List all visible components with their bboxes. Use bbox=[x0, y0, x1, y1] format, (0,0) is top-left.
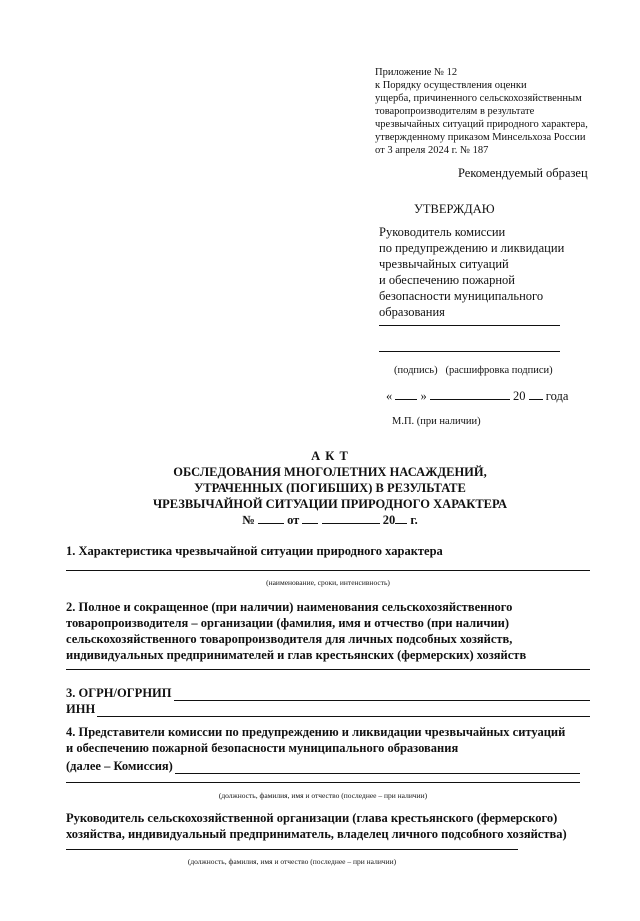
committee-field[interactable] bbox=[175, 761, 580, 774]
section2-field[interactable] bbox=[66, 669, 590, 670]
section2-line: товаропроизводителя – организации (фамилия, имя и отчество (при наличии) bbox=[66, 616, 510, 630]
section4-caption: (должность, фамилия, имя и отчество (последнее – при наличии) bbox=[218, 791, 428, 800]
act-date-month-field[interactable] bbox=[322, 512, 380, 524]
act-year-field[interactable] bbox=[395, 512, 407, 524]
appendix-line: от 3 апреля 2024 г. № 187 bbox=[375, 145, 489, 156]
signature-caption: (подпись) (расшифровка подписи) bbox=[394, 365, 553, 376]
approve-line: по предупреждению и ликвидации bbox=[379, 241, 565, 255]
section4-line: и обеспечению пожарной безопасности муниципального образования bbox=[66, 741, 459, 755]
act-date-day-field[interactable] bbox=[302, 512, 318, 524]
act-number-from: от bbox=[287, 513, 300, 527]
section3-ogrn-row bbox=[66, 685, 590, 701]
act-number-field[interactable] bbox=[258, 512, 284, 524]
section1-caption: (наименование, сроки, интенсивность) bbox=[266, 578, 390, 587]
appendix-line: к Порядку осуществления оценки bbox=[375, 80, 527, 91]
section4-extra-field[interactable] bbox=[66, 782, 580, 783]
act-title-line: УТРАЧЕННЫХ (ПОГИБШИХ) В РЕЗУЛЬТАТЕ bbox=[194, 481, 466, 495]
date-year-suffix: года bbox=[545, 389, 569, 403]
committee-label: (далее – Комиссия) bbox=[66, 759, 173, 773]
date-close-quote: » bbox=[420, 389, 427, 403]
inn-field[interactable] bbox=[97, 704, 590, 717]
section3-inn-row bbox=[66, 701, 590, 717]
approve-date bbox=[386, 388, 568, 404]
section4-block bbox=[66, 724, 606, 756]
approve-line: и обеспечению пожарной bbox=[379, 273, 515, 287]
act-title-line: ОБСЛЕДОВАНИЯ МНОГОЛЕТНИХ НАСАЖДЕНИЙ, bbox=[173, 465, 487, 479]
section2-line: сельскохозяйственного товаропроизводителя для личных подсобных хозяйств, bbox=[66, 632, 513, 646]
appendix-line: Приложение № 12 bbox=[375, 67, 458, 78]
section1-field[interactable] bbox=[66, 570, 590, 571]
section1-title: 1. Характеристика чрезвычайной ситуации природного характера bbox=[66, 544, 443, 558]
ogrn-field[interactable] bbox=[174, 688, 591, 701]
act-year-suffix: г. bbox=[410, 513, 418, 527]
section5-line: хозяйства, индивидуальный предприниматель, владелец личного подсобного хозяйства) bbox=[66, 827, 567, 841]
approve-title: УТВЕРЖДАЮ bbox=[414, 202, 495, 216]
act-number-prefix: № bbox=[242, 513, 255, 527]
section5-field[interactable] bbox=[66, 849, 518, 850]
act-title-block bbox=[100, 448, 560, 528]
act-year-prefix: 20 bbox=[382, 513, 396, 527]
stamp-label: М.П. (при наличии) bbox=[392, 416, 481, 427]
approve-signature-line[interactable] bbox=[379, 351, 560, 352]
appendix-line: утвержденному приказом Минсельхоза России bbox=[375, 132, 586, 143]
appendix-line: чрезвычайных ситуаций природного характера, bbox=[375, 119, 588, 130]
approve-blank-line[interactable] bbox=[379, 325, 560, 326]
appendix-line: товаропроизводителям в результате bbox=[375, 106, 535, 117]
approve-line: образования bbox=[379, 305, 445, 319]
act-number-line bbox=[100, 512, 560, 528]
approve-line: безопасности муниципального bbox=[379, 289, 544, 303]
act-title-line: ЧРЕЗВЫЧАЙНОЙ СИТУАЦИИ ПРИРОДНОГО ХАРАКТЕРА bbox=[152, 497, 508, 511]
approve-block bbox=[379, 224, 599, 320]
date-month-field[interactable] bbox=[430, 388, 510, 400]
section5-caption: (должность, фамилия, имя и отчество (последнее – при наличии) bbox=[187, 857, 397, 866]
date-day-field[interactable] bbox=[395, 388, 417, 400]
section2-line: 2. Полное и сокращенное (при наличии) наименования сельскохозяйственного bbox=[66, 600, 513, 614]
inn-label: ИНН bbox=[66, 702, 96, 716]
act-title: А К Т bbox=[311, 449, 349, 463]
appendix-line: ущерба, причиненного сельскохозяйственным bbox=[375, 93, 582, 104]
section4-committee-row bbox=[66, 758, 580, 774]
section4-line: 4. Представители комиссии по предупреждению и ликвидации чрезвычайных ситуаций bbox=[66, 725, 566, 739]
date-year-prefix: 20 bbox=[513, 389, 526, 403]
section2-line: индивидуальных предпринимателей и глав крестьянских (фермерских) хозяйств bbox=[66, 648, 527, 662]
section5-block bbox=[66, 810, 606, 842]
appendix-block bbox=[375, 66, 615, 157]
ogrn-label: 3. ОГРН/ОГРНИП bbox=[66, 686, 172, 700]
approve-line: Руководитель комиссии bbox=[379, 225, 506, 239]
section2-block bbox=[66, 599, 606, 663]
recommended-sample-label: Рекомендуемый образец bbox=[458, 166, 588, 180]
date-year-field[interactable] bbox=[529, 388, 543, 400]
section5-line: Руководитель сельскохозяйственной организации (глава крестьянского (фермерского) bbox=[66, 811, 558, 825]
approve-line: чрезвычайных ситуаций bbox=[379, 257, 509, 271]
date-open-quote: « bbox=[386, 389, 393, 403]
